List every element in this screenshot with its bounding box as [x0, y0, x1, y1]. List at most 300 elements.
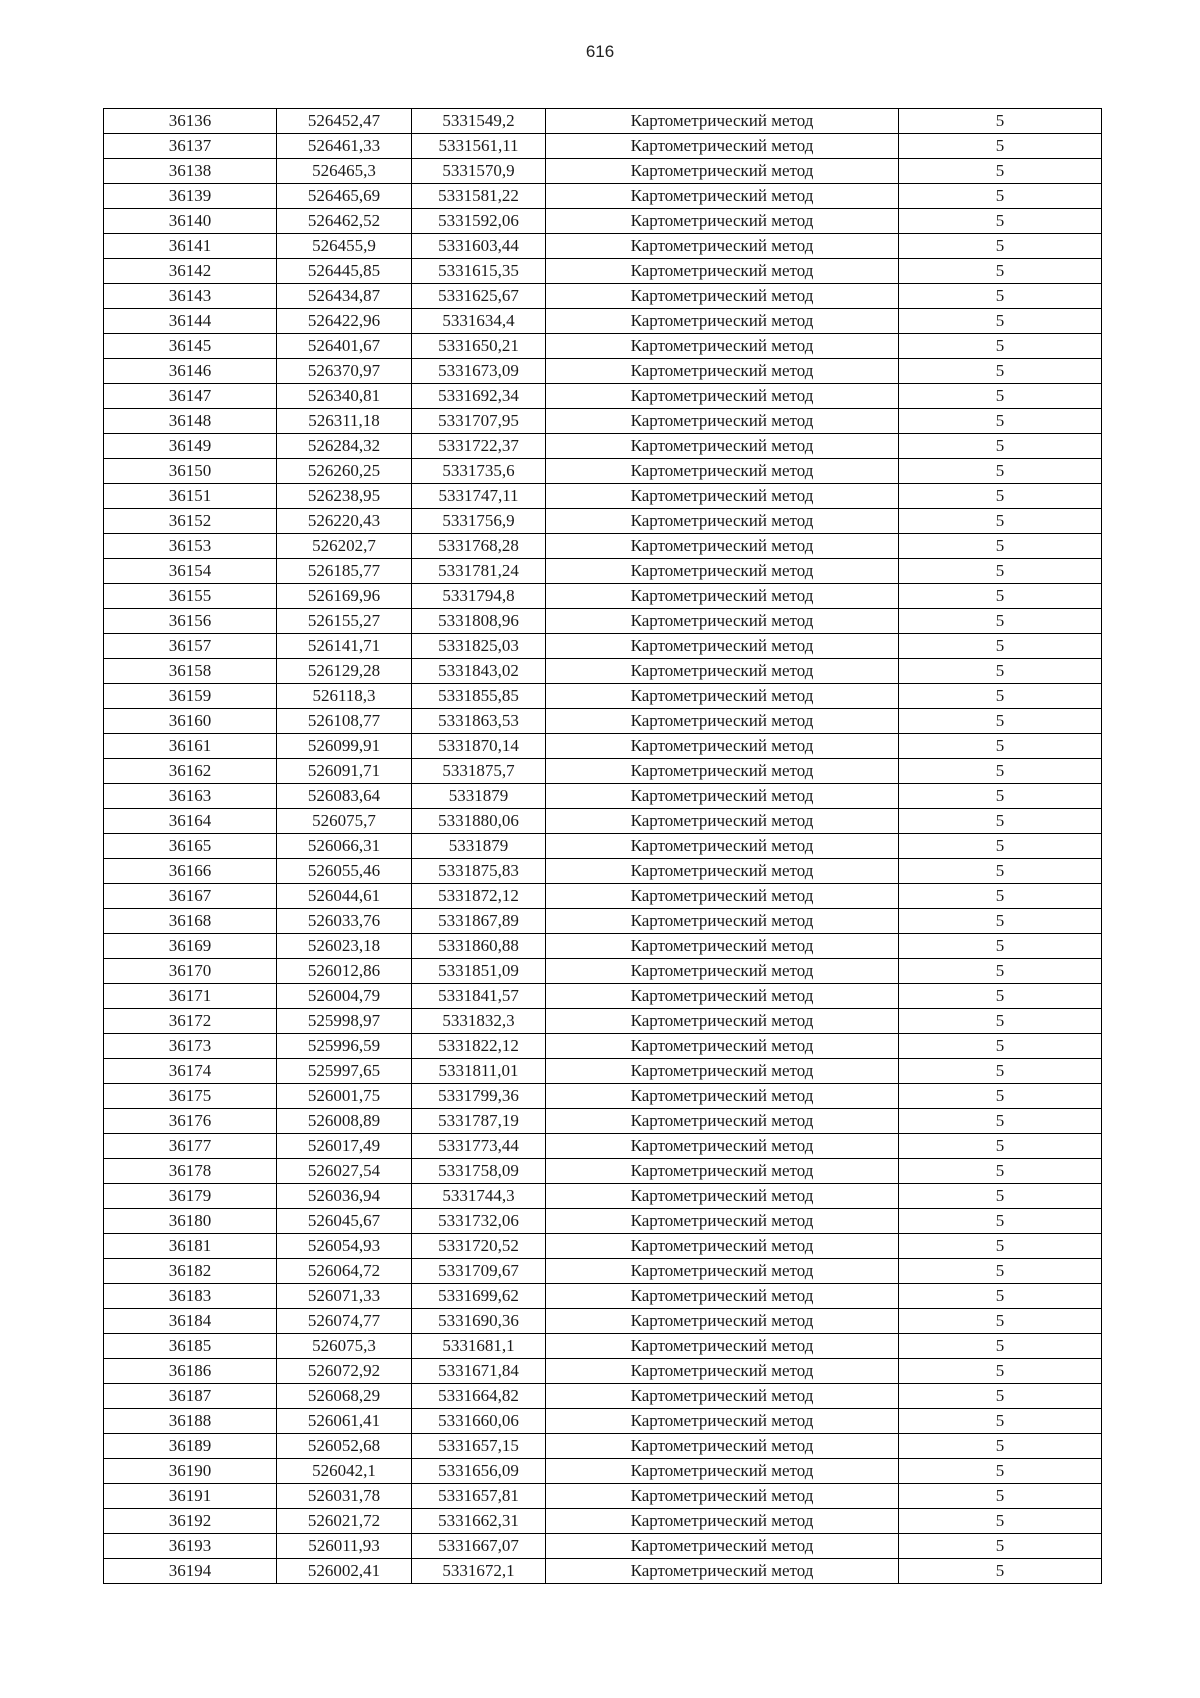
y-coordinate-cell: 5331561,11 — [412, 134, 546, 159]
accuracy-cell: 5 — [899, 1109, 1102, 1134]
x-coordinate-cell: 526045,67 — [277, 1209, 412, 1234]
y-coordinate-cell: 5331863,53 — [412, 709, 546, 734]
table-row — [104, 1559, 1102, 1584]
point-number-cell: 36151 — [104, 484, 277, 509]
accuracy-cell: 5 — [899, 1284, 1102, 1309]
method-cell: Картометрический метод — [546, 134, 899, 159]
table-row — [104, 1434, 1102, 1459]
point-number-cell: 36183 — [104, 1284, 277, 1309]
table-row — [104, 1159, 1102, 1184]
accuracy-cell: 5 — [899, 1359, 1102, 1384]
x-coordinate-cell: 526075,3 — [277, 1334, 412, 1359]
x-coordinate-cell: 526052,68 — [277, 1434, 412, 1459]
point-number-cell: 36149 — [104, 434, 277, 459]
method-cell: Картометрический метод — [546, 1059, 899, 1084]
method-cell: Картометрический метод — [546, 1159, 899, 1184]
point-number-cell: 36152 — [104, 509, 277, 534]
table-row — [104, 1359, 1102, 1384]
accuracy-cell: 5 — [899, 409, 1102, 434]
method-cell: Картометрический метод — [546, 684, 899, 709]
x-coordinate-cell: 526027,54 — [277, 1159, 412, 1184]
x-coordinate-cell: 526001,75 — [277, 1084, 412, 1109]
x-coordinate-cell: 526340,81 — [277, 384, 412, 409]
accuracy-cell: 5 — [899, 434, 1102, 459]
table-row — [104, 959, 1102, 984]
point-number-cell: 36187 — [104, 1384, 277, 1409]
point-number-cell: 36192 — [104, 1509, 277, 1534]
y-coordinate-cell: 5331570,9 — [412, 159, 546, 184]
table-row — [104, 509, 1102, 534]
x-coordinate-cell: 526075,7 — [277, 809, 412, 834]
y-coordinate-cell: 5331768,28 — [412, 534, 546, 559]
x-coordinate-cell: 526033,76 — [277, 909, 412, 934]
x-coordinate-cell: 526091,71 — [277, 759, 412, 784]
table-row — [104, 434, 1102, 459]
x-coordinate-cell: 526012,86 — [277, 959, 412, 984]
point-number-cell: 36141 — [104, 234, 277, 259]
y-coordinate-cell: 5331667,07 — [412, 1534, 546, 1559]
x-coordinate-cell: 526169,96 — [277, 584, 412, 609]
y-coordinate-cell: 5331671,84 — [412, 1359, 546, 1384]
accuracy-cell: 5 — [899, 884, 1102, 909]
point-number-cell: 36179 — [104, 1184, 277, 1209]
table-row — [104, 384, 1102, 409]
x-coordinate-cell: 526044,61 — [277, 884, 412, 909]
method-cell: Картометрический метод — [546, 1334, 899, 1359]
y-coordinate-cell: 5331872,12 — [412, 884, 546, 909]
y-coordinate-cell: 5331787,19 — [412, 1109, 546, 1134]
method-cell: Картометрический метод — [546, 284, 899, 309]
accuracy-cell: 5 — [899, 1334, 1102, 1359]
point-number-cell: 36153 — [104, 534, 277, 559]
y-coordinate-cell: 5331720,52 — [412, 1234, 546, 1259]
table-row — [104, 209, 1102, 234]
x-coordinate-cell: 526023,18 — [277, 934, 412, 959]
point-number-cell: 36139 — [104, 184, 277, 209]
method-cell: Картометрический метод — [546, 559, 899, 584]
table-row — [104, 1334, 1102, 1359]
accuracy-cell: 5 — [899, 634, 1102, 659]
method-cell: Картометрический метод — [546, 909, 899, 934]
method-cell: Картометрический метод — [546, 509, 899, 534]
point-number-cell: 36169 — [104, 934, 277, 959]
y-coordinate-cell: 5331747,11 — [412, 484, 546, 509]
point-number-cell: 36138 — [104, 159, 277, 184]
method-cell: Картометрический метод — [546, 1259, 899, 1284]
accuracy-cell: 5 — [899, 359, 1102, 384]
accuracy-cell: 5 — [899, 784, 1102, 809]
accuracy-cell: 5 — [899, 1059, 1102, 1084]
table-row — [104, 1034, 1102, 1059]
method-cell: Картометрический метод — [546, 184, 899, 209]
method-cell: Картометрический метод — [546, 1534, 899, 1559]
method-cell: Картометрический метод — [546, 1384, 899, 1409]
x-coordinate-cell: 526185,77 — [277, 559, 412, 584]
table-row — [104, 1409, 1102, 1434]
point-number-cell: 36143 — [104, 284, 277, 309]
table-row — [104, 759, 1102, 784]
table-row — [104, 809, 1102, 834]
y-coordinate-cell: 5331634,4 — [412, 309, 546, 334]
accuracy-cell: 5 — [899, 134, 1102, 159]
table-row — [104, 484, 1102, 509]
accuracy-cell: 5 — [899, 759, 1102, 784]
y-coordinate-cell: 5331794,8 — [412, 584, 546, 609]
table-row — [104, 559, 1102, 584]
y-coordinate-cell: 5331581,22 — [412, 184, 546, 209]
table-row — [104, 1309, 1102, 1334]
x-coordinate-cell: 525996,59 — [277, 1034, 412, 1059]
point-number-cell: 36147 — [104, 384, 277, 409]
point-number-cell: 36189 — [104, 1434, 277, 1459]
method-cell: Картометрический метод — [546, 634, 899, 659]
x-coordinate-cell: 526108,77 — [277, 709, 412, 734]
table-row — [104, 984, 1102, 1009]
method-cell: Картометрический метод — [546, 384, 899, 409]
method-cell: Картометрический метод — [546, 959, 899, 984]
point-number-cell: 36150 — [104, 459, 277, 484]
method-cell: Картометрический метод — [546, 1009, 899, 1034]
point-number-cell: 36194 — [104, 1559, 277, 1584]
y-coordinate-cell: 5331843,02 — [412, 659, 546, 684]
accuracy-cell: 5 — [899, 284, 1102, 309]
point-number-cell: 36174 — [104, 1059, 277, 1084]
table-row — [104, 884, 1102, 909]
page-number: 616 — [585, 42, 615, 61]
point-number-cell: 36186 — [104, 1359, 277, 1384]
x-coordinate-cell: 525998,97 — [277, 1009, 412, 1034]
x-coordinate-cell: 526064,72 — [277, 1259, 412, 1284]
y-coordinate-cell: 5331879 — [412, 784, 546, 809]
y-coordinate-cell: 5331625,67 — [412, 284, 546, 309]
x-coordinate-cell: 526141,71 — [277, 634, 412, 659]
y-coordinate-cell: 5331799,36 — [412, 1084, 546, 1109]
method-cell: Картометрический метод — [546, 934, 899, 959]
y-coordinate-cell: 5331879 — [412, 834, 546, 859]
accuracy-cell: 5 — [899, 259, 1102, 284]
table-row — [104, 409, 1102, 434]
x-coordinate-cell: 526021,72 — [277, 1509, 412, 1534]
table-row — [104, 1184, 1102, 1209]
point-number-cell: 36140 — [104, 209, 277, 234]
accuracy-cell: 5 — [899, 959, 1102, 984]
table-row — [104, 334, 1102, 359]
point-number-cell: 36180 — [104, 1209, 277, 1234]
method-cell: Картометрический метод — [546, 1234, 899, 1259]
x-coordinate-cell: 526074,77 — [277, 1309, 412, 1334]
point-number-cell: 36137 — [104, 134, 277, 159]
accuracy-cell: 5 — [899, 484, 1102, 509]
accuracy-cell: 5 — [899, 1459, 1102, 1484]
table-row — [104, 259, 1102, 284]
y-coordinate-cell: 5331662,31 — [412, 1509, 546, 1534]
y-coordinate-cell: 5331870,14 — [412, 734, 546, 759]
method-cell: Картометрический метод — [546, 584, 899, 609]
method-cell: Картометрический метод — [546, 309, 899, 334]
accuracy-cell: 5 — [899, 1559, 1102, 1584]
accuracy-cell: 5 — [899, 1409, 1102, 1434]
method-cell: Картометрический метод — [546, 1084, 899, 1109]
table-row — [104, 834, 1102, 859]
y-coordinate-cell: 5331707,95 — [412, 409, 546, 434]
point-number-cell: 36185 — [104, 1334, 277, 1359]
x-coordinate-cell: 526465,3 — [277, 159, 412, 184]
y-coordinate-cell: 5331811,01 — [412, 1059, 546, 1084]
accuracy-cell: 5 — [899, 384, 1102, 409]
y-coordinate-cell: 5331860,88 — [412, 934, 546, 959]
point-number-cell: 36181 — [104, 1234, 277, 1259]
method-cell: Картометрический метод — [546, 1134, 899, 1159]
method-cell: Картометрический метод — [546, 484, 899, 509]
x-coordinate-cell: 526462,52 — [277, 209, 412, 234]
table-row — [104, 184, 1102, 209]
method-cell: Картометрический метод — [546, 359, 899, 384]
point-number-cell: 36173 — [104, 1034, 277, 1059]
accuracy-cell: 5 — [899, 859, 1102, 884]
table-row — [104, 159, 1102, 184]
y-coordinate-cell: 5331781,24 — [412, 559, 546, 584]
x-coordinate-cell: 526099,91 — [277, 734, 412, 759]
y-coordinate-cell: 5331592,06 — [412, 209, 546, 234]
table-row — [104, 1209, 1102, 1234]
table-row — [104, 634, 1102, 659]
accuracy-cell: 5 — [899, 984, 1102, 1009]
table-row — [104, 134, 1102, 159]
method-cell: Картометрический метод — [546, 734, 899, 759]
method-cell: Картометрический метод — [546, 1184, 899, 1209]
method-cell: Картометрический метод — [546, 1284, 899, 1309]
y-coordinate-cell: 5331664,82 — [412, 1384, 546, 1409]
y-coordinate-cell: 5331825,03 — [412, 634, 546, 659]
point-number-cell: 36136 — [104, 109, 277, 134]
point-number-cell: 36164 — [104, 809, 277, 834]
y-coordinate-cell: 5331656,09 — [412, 1459, 546, 1484]
table-row — [104, 784, 1102, 809]
x-coordinate-cell: 526118,3 — [277, 684, 412, 709]
y-coordinate-cell: 5331744,3 — [412, 1184, 546, 1209]
x-coordinate-cell: 526311,18 — [277, 409, 412, 434]
table-row — [104, 859, 1102, 884]
y-coordinate-cell: 5331672,1 — [412, 1559, 546, 1584]
y-coordinate-cell: 5331657,81 — [412, 1484, 546, 1509]
method-cell: Картометрический метод — [546, 434, 899, 459]
point-number-cell: 36188 — [104, 1409, 277, 1434]
method-cell: Картометрический метод — [546, 234, 899, 259]
table-row — [104, 284, 1102, 309]
coordinates-table-body — [104, 109, 1102, 1584]
accuracy-cell: 5 — [899, 909, 1102, 934]
x-coordinate-cell: 526008,89 — [277, 1109, 412, 1134]
x-coordinate-cell: 526004,79 — [277, 984, 412, 1009]
accuracy-cell: 5 — [899, 734, 1102, 759]
y-coordinate-cell: 5331756,9 — [412, 509, 546, 534]
method-cell: Картометрический метод — [546, 1209, 899, 1234]
method-cell: Картометрический метод — [546, 1484, 899, 1509]
method-cell: Картометрический метод — [546, 759, 899, 784]
accuracy-cell: 5 — [899, 1384, 1102, 1409]
table-row — [104, 309, 1102, 334]
method-cell: Картометрический метод — [546, 1409, 899, 1434]
accuracy-cell: 5 — [899, 334, 1102, 359]
x-coordinate-cell: 526202,7 — [277, 534, 412, 559]
table-row — [104, 1484, 1102, 1509]
method-cell: Картометрический метод — [546, 859, 899, 884]
accuracy-cell: 5 — [899, 809, 1102, 834]
point-number-cell: 36155 — [104, 584, 277, 609]
method-cell: Картометрический метод — [546, 984, 899, 1009]
accuracy-cell: 5 — [899, 584, 1102, 609]
accuracy-cell: 5 — [899, 1209, 1102, 1234]
point-number-cell: 36158 — [104, 659, 277, 684]
table-row — [104, 684, 1102, 709]
point-number-cell: 36163 — [104, 784, 277, 809]
point-number-cell: 36167 — [104, 884, 277, 909]
x-coordinate-cell: 526071,33 — [277, 1284, 412, 1309]
method-cell: Картометрический метод — [546, 1109, 899, 1134]
table-row — [104, 659, 1102, 684]
table-row — [104, 109, 1102, 134]
method-cell: Картометрический метод — [546, 1559, 899, 1584]
table-row — [104, 1109, 1102, 1134]
y-coordinate-cell: 5331657,15 — [412, 1434, 546, 1459]
y-coordinate-cell: 5331732,06 — [412, 1209, 546, 1234]
accuracy-cell: 5 — [899, 1434, 1102, 1459]
point-number-cell: 36178 — [104, 1159, 277, 1184]
point-number-cell: 36175 — [104, 1084, 277, 1109]
point-number-cell: 36144 — [104, 309, 277, 334]
x-coordinate-cell: 526072,92 — [277, 1359, 412, 1384]
point-number-cell: 36170 — [104, 959, 277, 984]
method-cell: Картометрический метод — [546, 784, 899, 809]
method-cell: Картометрический метод — [546, 409, 899, 434]
accuracy-cell: 5 — [899, 1009, 1102, 1034]
y-coordinate-cell: 5331681,1 — [412, 1334, 546, 1359]
method-cell: Картометрический метод — [546, 659, 899, 684]
table-row — [104, 459, 1102, 484]
x-coordinate-cell: 526455,9 — [277, 234, 412, 259]
method-cell: Картометрический метод — [546, 809, 899, 834]
table-row — [104, 1009, 1102, 1034]
accuracy-cell: 5 — [899, 509, 1102, 534]
accuracy-cell: 5 — [899, 109, 1102, 134]
y-coordinate-cell: 5331603,44 — [412, 234, 546, 259]
x-coordinate-cell: 526370,97 — [277, 359, 412, 384]
point-number-cell: 36160 — [104, 709, 277, 734]
method-cell: Картометрический метод — [546, 834, 899, 859]
y-coordinate-cell: 5331692,34 — [412, 384, 546, 409]
table-row — [104, 1509, 1102, 1534]
accuracy-cell: 5 — [899, 834, 1102, 859]
table-row — [104, 1234, 1102, 1259]
table-row — [104, 1384, 1102, 1409]
point-number-cell: 36146 — [104, 359, 277, 384]
x-coordinate-cell: 526220,43 — [277, 509, 412, 534]
x-coordinate-cell: 526061,41 — [277, 1409, 412, 1434]
table-row — [104, 709, 1102, 734]
point-number-cell: 36171 — [104, 984, 277, 1009]
y-coordinate-cell: 5331822,12 — [412, 1034, 546, 1059]
accuracy-cell: 5 — [899, 1234, 1102, 1259]
method-cell: Картометрический метод — [546, 209, 899, 234]
accuracy-cell: 5 — [899, 1034, 1102, 1059]
x-coordinate-cell: 525997,65 — [277, 1059, 412, 1084]
accuracy-cell: 5 — [899, 1309, 1102, 1334]
accuracy-cell: 5 — [899, 159, 1102, 184]
point-number-cell: 36177 — [104, 1134, 277, 1159]
x-coordinate-cell: 526068,29 — [277, 1384, 412, 1409]
point-number-cell: 36156 — [104, 609, 277, 634]
x-coordinate-cell: 526017,49 — [277, 1134, 412, 1159]
accuracy-cell: 5 — [899, 209, 1102, 234]
x-coordinate-cell: 526238,95 — [277, 484, 412, 509]
x-coordinate-cell: 526284,32 — [277, 434, 412, 459]
table-row — [104, 909, 1102, 934]
y-coordinate-cell: 5331867,89 — [412, 909, 546, 934]
method-cell: Картометрический метод — [546, 534, 899, 559]
y-coordinate-cell: 5331851,09 — [412, 959, 546, 984]
y-coordinate-cell: 5331875,83 — [412, 859, 546, 884]
y-coordinate-cell: 5331855,85 — [412, 684, 546, 709]
y-coordinate-cell: 5331841,57 — [412, 984, 546, 1009]
method-cell: Картометрический метод — [546, 1359, 899, 1384]
point-number-cell: 36193 — [104, 1534, 277, 1559]
y-coordinate-cell: 5331709,67 — [412, 1259, 546, 1284]
x-coordinate-cell: 526422,96 — [277, 309, 412, 334]
method-cell: Картометрический метод — [546, 334, 899, 359]
y-coordinate-cell: 5331690,36 — [412, 1309, 546, 1334]
table-row — [104, 1059, 1102, 1084]
method-cell: Картометрический метод — [546, 159, 899, 184]
x-coordinate-cell: 526465,69 — [277, 184, 412, 209]
point-number-cell: 36157 — [104, 634, 277, 659]
table-row — [104, 734, 1102, 759]
y-coordinate-cell: 5331660,06 — [412, 1409, 546, 1434]
point-number-cell: 36172 — [104, 1009, 277, 1034]
coordinates-table — [103, 108, 1102, 1584]
table-row — [104, 1459, 1102, 1484]
method-cell: Картометрический метод — [546, 609, 899, 634]
y-coordinate-cell: 5331875,7 — [412, 759, 546, 784]
method-cell: Картометрический метод — [546, 884, 899, 909]
point-number-cell: 36191 — [104, 1484, 277, 1509]
y-coordinate-cell: 5331758,09 — [412, 1159, 546, 1184]
point-number-cell: 36145 — [104, 334, 277, 359]
accuracy-cell: 5 — [899, 1509, 1102, 1534]
y-coordinate-cell: 5331549,2 — [412, 109, 546, 134]
x-coordinate-cell: 526002,41 — [277, 1559, 412, 1584]
x-coordinate-cell: 526260,25 — [277, 459, 412, 484]
x-coordinate-cell: 526461,33 — [277, 134, 412, 159]
method-cell: Картометрический метод — [546, 1509, 899, 1534]
x-coordinate-cell: 526055,46 — [277, 859, 412, 884]
x-coordinate-cell: 526083,64 — [277, 784, 412, 809]
point-number-cell: 36142 — [104, 259, 277, 284]
method-cell: Картометрический метод — [546, 1034, 899, 1059]
point-number-cell: 36166 — [104, 859, 277, 884]
y-coordinate-cell: 5331832,3 — [412, 1009, 546, 1034]
point-number-cell: 36168 — [104, 909, 277, 934]
point-number-cell: 36159 — [104, 684, 277, 709]
point-number-cell: 36176 — [104, 1109, 277, 1134]
accuracy-cell: 5 — [899, 1484, 1102, 1509]
accuracy-cell: 5 — [899, 459, 1102, 484]
method-cell: Картометрический метод — [546, 459, 899, 484]
accuracy-cell: 5 — [899, 659, 1102, 684]
y-coordinate-cell: 5331880,06 — [412, 809, 546, 834]
accuracy-cell: 5 — [899, 559, 1102, 584]
point-number-cell: 36190 — [104, 1459, 277, 1484]
table-row — [104, 534, 1102, 559]
